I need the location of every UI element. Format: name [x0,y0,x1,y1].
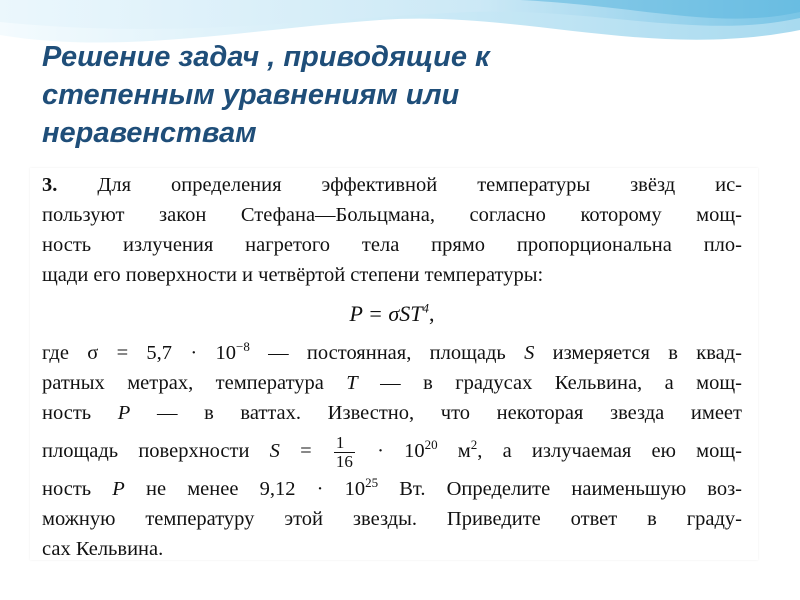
problem-line-2: пользуют закон Стефана—Больцмана, согласно которому мощ- [42,204,742,226]
slide-title [42,38,642,152]
slide-title-line-3: неравенствам [42,117,257,149]
problem-line-11: сах Кельвина. [42,538,164,560]
problem-line-8: площадь поверхности S = $\frac{1}{16}$ · $10^{20}$ $м^2$, а излучаемая ею мощ- [42,432,742,471]
slide-title-line-1: Решение задач , приводящие к [42,41,490,73]
slide-title-line-2: степенным уравнениям или [42,79,460,111]
problem-line-7: ность P — в ваттах. Известно, что некоторая звезда имеет [42,402,742,424]
stefan-boltzmann-formula: P = σST$^4$, [349,300,435,326]
problem-line-9: ность P не менее $9,12 \cdot 10^{25}$ Вт. Определите наименьшую воз- [42,475,743,500]
problem-line-6: ратных метрах, температура T — в градусах Кельвина, а мощ- [42,372,742,394]
problem-line-5: где $\sigma = 5,7 \cdot 10^{-8}$ — постоянная, площадь S измеряется в квад- [42,339,742,364]
problem-line-1: 3. Для определения эффективной температуры звёзд ис- [42,174,743,196]
problem-number: 3. [42,174,58,196]
problem-text-image [30,168,758,560]
problem-text [42,170,742,564]
problem-line-3: ность излучения нагретого тела прямо пропорциональна пло- [42,234,742,256]
problem-line-4: щади его поверхности и четвёртой степени температуры: [42,264,544,286]
problem-line-10: можную температуру этой звезды. Приведите ответ в граду- [42,508,742,530]
fraction-one-sixteenth: $\frac{1}{16}$ [335,432,353,471]
